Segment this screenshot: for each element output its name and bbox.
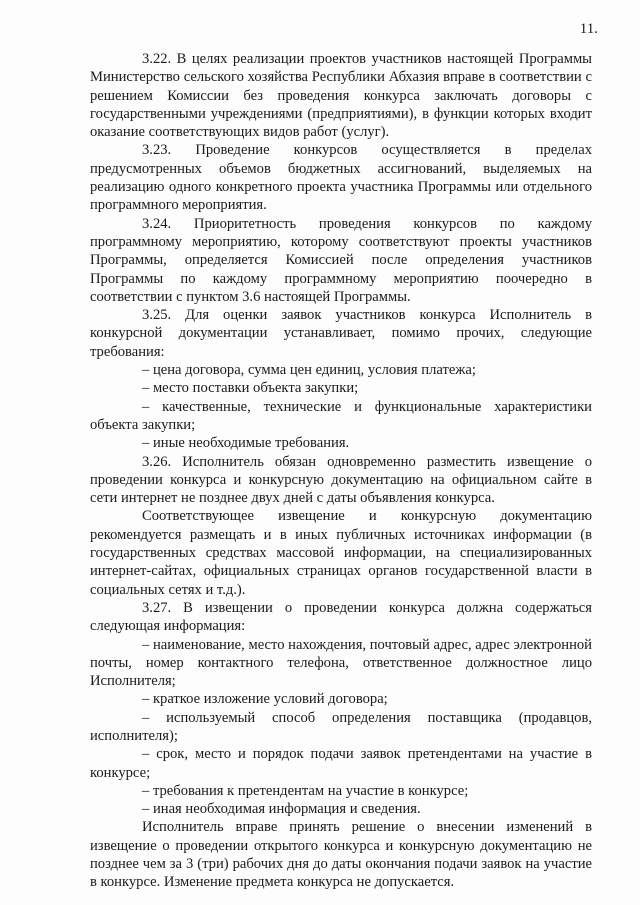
list-item: – иные необходимые требования.: [142, 435, 350, 452]
paragraph-3-24: 3.24. Приоритетность проведения конкурсов по каждому программному мероприятию, которому соответствуют проекты участников Программы, определяется Комиссией после определения участников Программы по каждому программному мероприятию поочередно в соответствии с пунктом 3.6 настоящей Программы.: [90, 215, 592, 305]
paragraph-3-25: 3.25. Для оценки заявок участников конкурса Исполнитель в конкурсной документации устанавливает, помимо прочих, следующие требования:: [90, 307, 592, 360]
list-item: – требования к претендентам на участие в конкурсе;: [142, 782, 469, 799]
list-item: – краткое изложение условий договора;: [142, 691, 388, 708]
document-body: [90, 50, 592, 892]
list-item: – цена договора, сумма цен единиц, условия платежа;: [142, 362, 476, 379]
paragraph-3-23: 3.23. Проведение конкурсов осуществляется в пределах предусмотренных объемов бюджетных ассигнований, выделяемых на реализацию одного конкретного проекта участника Программы или отдельного программного мероприятия.: [90, 142, 592, 214]
list-item: – наименование, место нахождения, почтовый адрес, адрес электронной почты, номер контактного телефона, ответственное должностное лицо Исполнителя;: [90, 636, 592, 690]
list-item: – используемый способ определения поставщика (продавцов, исполнителя);: [90, 709, 592, 744]
paragraph-3-22: 3.22. В целях реализации проектов участников настоящей Программы Министерство сельского хозяйства Республики Абхазия вправе в соответствии с решением Комиссии без проведения конкурса заключать договоры с государственными учреждениями (предприятиями), в функции которых входит оказание соответствующих видов работ (услуг).: [90, 51, 592, 141]
paragraph-3-26: 3.26. Исполнитель обязан одновременно разместить извещение о проведении конкурса и конкурсную документацию на официальном сайте в сети интернет не позднее двух дней с даты объявления конкурса.: [90, 453, 592, 507]
list-item: – иная необходимая информация и сведения.: [142, 801, 421, 818]
list-item: – место поставки объекта закупки;: [142, 380, 359, 397]
paragraph-3-27: 3.27. В извещении о проведении конкурса должна содержаться следующая информация:: [90, 599, 592, 635]
list-item: – качественные, технические и функциональные характеристики объекта закупки;: [90, 398, 592, 433]
list-item: – срок, место и порядок подачи заявок претендентами на участие в конкурсе;: [90, 746, 592, 781]
paragraph-publication: Соответствующее извещение и конкурсную документацию рекомендуется размещать и в иных публичных источниках информации (в государственных средствах массовой информации, на специализированных интернет-сайтах, официальных страницах органов государственной власти в социальных сетях и т.д.).: [90, 508, 592, 598]
paragraph-amendments: Исполнитель вправе принять решение о внесении изменений в извещение о проведении открытого конкурса и конкурсную документацию не позднее чем за 3 (три) рабочих дня до даты окончания подачи заявок на участие в конкурсе. Изменение предмета конкурса не допускается.: [90, 819, 592, 891]
page-number: 11.: [579, 21, 598, 37]
